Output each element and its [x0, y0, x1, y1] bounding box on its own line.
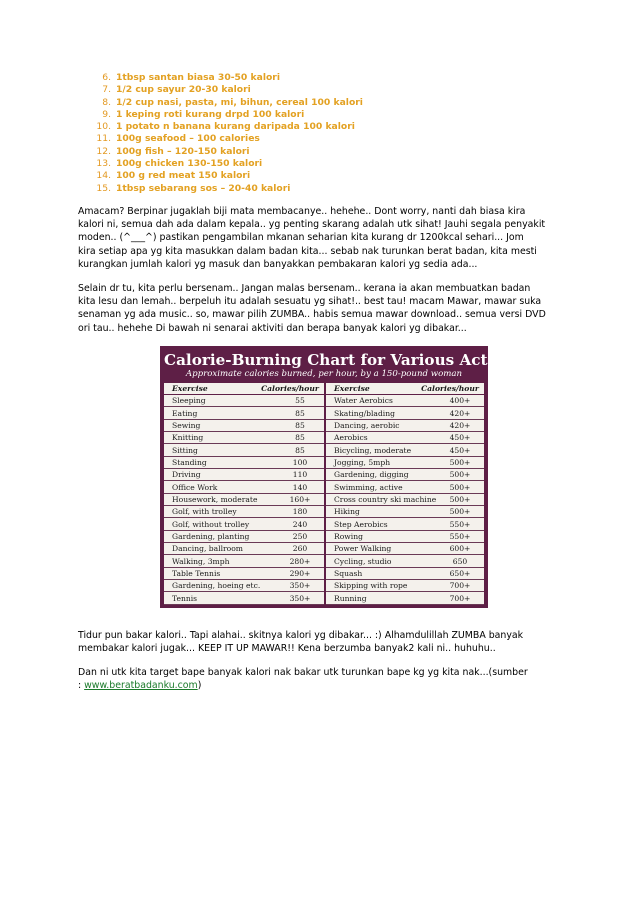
list-item-text: 1 potato n banana kurang daripada 100 kalori	[116, 121, 355, 133]
list-item-text: 1/2 cup nasi, pasta, mi, bihun, cereal 100 kalori	[116, 96, 363, 108]
paragraph-line: moden.. (^___^) pastikan pengambilan mkanan seharian kita kurang dr 1200kcal sehari... Jom	[78, 232, 524, 244]
list-item-number: 6.	[102, 72, 111, 83]
chart-calories-cell: 100	[292, 457, 308, 467]
chart-calories-cell: 700+	[449, 593, 471, 603]
chart-exercise-cell: Knitting	[172, 433, 204, 443]
chart-row	[164, 432, 324, 444]
chart-row	[164, 407, 324, 419]
chart-calories-cell: 260	[292, 544, 308, 554]
chart-exercise-cell: Dancing, aerobic	[334, 420, 400, 430]
chart-row	[164, 568, 324, 580]
chart-title: Calorie-Burning Chart for Various Activities	[164, 350, 539, 369]
paragraph-line: ori tau.. hehehe Di bawah ni senarai aktiviti dan berapa banyak kalori yg dibakar...	[78, 322, 467, 334]
chart-calories-cell: 600+	[449, 544, 471, 554]
source-prefix: :	[78, 680, 85, 692]
chart-row	[326, 568, 484, 580]
chart-row	[326, 543, 484, 555]
chart-row	[326, 420, 484, 432]
chart-calories-cell: 85	[295, 420, 305, 430]
chart-exercise-cell: Bicycling, moderate	[334, 445, 412, 455]
chart-exercise-cell: Housework, moderate	[172, 494, 258, 504]
chart-calories-cell: 85	[295, 433, 305, 443]
chart-exercise-cell: Sitting	[172, 445, 198, 455]
chart-exercise-cell: Swimming, active	[334, 482, 403, 492]
chart-exercise-cell: Sewing	[172, 420, 201, 430]
paragraph-intro	[78, 205, 578, 271]
chart-calories-cell: 500+	[449, 482, 471, 492]
chart-calories-cell: 280+	[289, 556, 311, 566]
list-item	[78, 158, 578, 170]
chart-calories-cell: 250	[292, 531, 308, 541]
list-item-text: 1/2 cup sayur 20-30 kalori	[116, 84, 251, 96]
list-item-number: 14.	[96, 170, 111, 182]
chart-exercise-cell: Table Tennis	[172, 568, 221, 578]
list-item-text: 1tbsp santan biasa 30-50 kalori	[116, 72, 280, 83]
chart-row	[164, 481, 324, 493]
source-suffix: )	[197, 680, 202, 692]
chart-calories-cell: 85	[295, 408, 305, 418]
chart-row	[326, 432, 484, 444]
chart-row	[326, 457, 484, 469]
chart-row	[164, 506, 324, 518]
chart-calories-cell: 500+	[449, 507, 471, 517]
list-item	[78, 97, 578, 109]
list-item-text: 100g seafood – 100 calories	[116, 133, 260, 145]
list-item	[78, 72, 578, 84]
list-item	[78, 183, 578, 195]
chart-exercise-cell: Standing	[172, 457, 207, 467]
chart-row	[326, 444, 484, 456]
paragraph-line: senaman yg ada music.. so, mawar pilih ZUMBA.. habis semua mawar download.. semua versi DVD	[78, 309, 546, 321]
chart-exercise-cell: Gardening, planting	[172, 531, 250, 541]
list-item-text: 100 g red meat 150 kalori	[116, 170, 251, 182]
header-calories: Calories/hour	[421, 383, 479, 393]
chart-calories-cell: 400+	[449, 396, 471, 406]
chart-row	[326, 580, 484, 592]
chart-calories-cell: 160+	[289, 494, 311, 504]
chart-exercise-cell: Skipping with rope	[334, 581, 408, 591]
chart-calories-cell: 180	[292, 507, 308, 517]
list-item	[78, 84, 578, 96]
chart-exercise-cell: Squash	[334, 568, 363, 578]
chart-exercise-cell: Hiking	[334, 507, 360, 517]
chart-header-row	[326, 383, 484, 395]
chart-exercise-cell: Dancing, ballroom	[172, 544, 243, 554]
chart-row	[164, 469, 324, 481]
list-item	[78, 133, 578, 145]
chart-row	[326, 518, 484, 530]
list-item	[78, 170, 578, 182]
chart-exercise-cell: Golf, without trolley	[172, 519, 250, 529]
chart-calories-cell: 350+	[289, 581, 311, 591]
chart-row	[164, 518, 324, 530]
source-line-1: Dan ni utk kita target bape banyak kalori nak bakar utk turunkan bape kg yg kita nak...(sumber	[78, 667, 528, 679]
chart-column-left	[164, 383, 324, 605]
chart-row	[326, 592, 484, 604]
list-item-text: 100g chicken 130-150 kalori	[116, 158, 263, 170]
list-item-number: 8.	[102, 96, 111, 108]
chart-exercise-cell: Eating	[172, 408, 198, 418]
list-item-number: 7.	[102, 84, 111, 96]
chart-row	[164, 592, 324, 604]
list-item	[78, 146, 578, 158]
chart-row	[326, 555, 484, 567]
chart-calories-cell: 140	[292, 482, 308, 492]
paragraph-line: Tidur pun bakar kalori.. Tapi alahai.. skitnya kalori yg dibakar... :) Alhamdulillah ZUMBA banyak	[78, 629, 524, 641]
chart-calories-cell: 500+	[449, 470, 471, 480]
list-item-text: 1tbsp sebarang sos – 20-40 kalori	[116, 182, 291, 194]
chart-subtitle: Approximate calories burned, per hour, by a 150-pound woman	[185, 368, 463, 379]
header-calories: Calories/hour	[261, 383, 319, 393]
calorie-food-list	[78, 72, 578, 195]
chart-exercise-cell: Cross country ski machine	[334, 494, 437, 504]
paragraph-line: membakar kalori jugak... KEEP IT UP MAWAR!! Kena berzumba banyak2 kali ni.. huhuhu..	[78, 643, 496, 654]
chart-calories-cell: 350+	[289, 593, 311, 603]
chart-row	[164, 395, 324, 407]
list-item	[78, 109, 578, 121]
chart-row	[164, 457, 324, 469]
chart-exercise-cell: Step Aerobics	[334, 519, 388, 529]
chart-row	[164, 444, 324, 456]
list-item-text: 100g fish – 120-150 kalori	[116, 145, 250, 157]
list-item-number: 10.	[96, 121, 111, 133]
chart-row	[164, 420, 324, 432]
chart-exercise-cell: Gardening, hoeing etc.	[172, 581, 261, 591]
list-item-number: 15.	[96, 182, 111, 194]
paragraph-exercise	[78, 282, 578, 335]
chart-exercise-cell: Driving	[172, 470, 201, 480]
chart-row	[326, 494, 484, 506]
chart-row	[326, 531, 484, 543]
chart-exercise-cell: Tennis	[172, 593, 198, 603]
chart-exercise-cell: Walking, 3mph	[172, 556, 230, 566]
list-item-number: 11.	[96, 133, 111, 145]
list-item-number: 9.	[102, 108, 111, 120]
chart-exercise-cell: Office Work	[172, 482, 218, 492]
paragraph-zumba	[78, 629, 578, 655]
chart-row	[326, 407, 484, 419]
chart-row	[326, 395, 484, 407]
chart-calories-cell: 85	[295, 445, 305, 455]
chart-calories-cell: 110	[292, 470, 308, 480]
paragraph-line: kalori ni, semua dah ada dalam kepala.. yg penting skarang adalah utk sihat! Jauhi segala penyakit	[78, 219, 546, 231]
chart-row	[326, 481, 484, 493]
chart-row	[164, 555, 324, 567]
chart-calories-cell: 240	[292, 519, 308, 529]
paragraph-line: Amacam? Berpinar jugaklah biji mata membacanye.. hehehe.. Dont worry, nanti dah biasa kira	[78, 205, 526, 217]
header-exercise: Exercise	[334, 383, 370, 393]
list-item-number: 12.	[96, 145, 111, 157]
header-exercise: Exercise	[172, 383, 208, 393]
chart-exercise-cell: Cycling, studio	[334, 556, 392, 566]
chart-exercise-cell: Running	[334, 593, 367, 603]
chart-exercise-cell: Skating/blading	[334, 408, 395, 418]
chart-calories-cell: 550+	[449, 531, 471, 541]
paragraph-line: kurangkan jumlah kalori yg masuk dan banyakkan pembakaran kalori yg sedia ada...	[78, 258, 478, 270]
chart-calories-cell: 500+	[449, 494, 471, 504]
chart-calories-cell: 650+	[449, 568, 471, 578]
paragraph-line: kira setiap apa yg kita masukkan dalam badan kita... sebab nak turunkan berat badan, kita mesti	[78, 245, 537, 257]
chart-exercise-cell: Aerobics	[334, 433, 368, 443]
list-item	[78, 121, 578, 133]
chart-exercise-cell: Jogging, 5mph	[334, 457, 391, 467]
chart-calories-cell: 500+	[449, 457, 471, 467]
chart-row	[164, 543, 324, 555]
chart-calories-cell: 450+	[449, 433, 471, 443]
chart-exercise-cell: Rowing	[334, 531, 363, 541]
paragraph-line: kita lesu dan lemah.. berpeluh itu adalah sesuatu yg sihat!.. best tau! macam Mawar, mawar suka	[78, 296, 542, 308]
chart-calories-cell: 55	[295, 396, 305, 406]
list-item-number: 13.	[96, 158, 111, 170]
source-link[interactable]: www.beratbadanku.com	[84, 680, 198, 692]
chart-calories-cell: 420+	[449, 420, 471, 430]
chart-table	[164, 383, 484, 605]
paragraph-source	[78, 666, 578, 692]
chart-row	[326, 469, 484, 481]
chart-row	[164, 580, 324, 592]
document-page	[78, 72, 578, 693]
chart-header-row	[164, 383, 324, 395]
chart-exercise-cell: Power Walking	[334, 544, 392, 554]
chart-column-right	[324, 383, 484, 605]
chart-exercise-cell: Water Aerobics	[334, 396, 393, 406]
chart-calories-cell: 700+	[449, 581, 471, 591]
calorie-burning-chart-image	[160, 346, 539, 608]
chart-row	[164, 494, 324, 506]
chart-row	[164, 531, 324, 543]
chart-calories-cell: 650	[452, 556, 468, 566]
chart-exercise-cell: Gardening, digging	[334, 470, 409, 480]
chart-exercise-cell: Golf, with trolley	[172, 507, 237, 517]
chart-row	[326, 506, 484, 518]
chart-calories-cell: 420+	[449, 408, 471, 418]
chart-exercise-cell: Sleeping	[172, 396, 206, 406]
chart-calories-cell: 550+	[449, 519, 471, 529]
chart-calories-cell: 450+	[449, 445, 471, 455]
chart-calories-cell: 290+	[289, 568, 311, 578]
paragraph-line: Selain dr tu, kita perlu bersenam.. Jangan malas bersenam.. kerana ia akan membuatkan badan	[78, 282, 531, 294]
list-item-text: 1 keping roti kurang drpd 100 kalori	[116, 108, 305, 120]
